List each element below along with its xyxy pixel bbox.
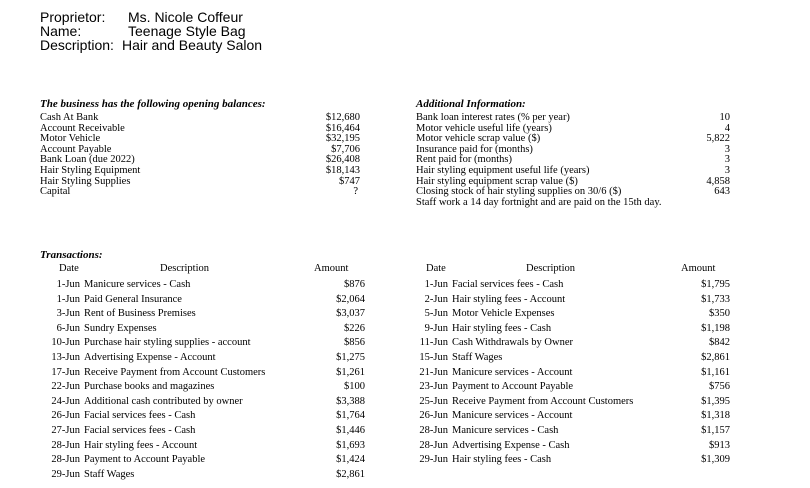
tx-description: Paid General Insurance [84,293,182,305]
opening-balance-row [40,177,360,188]
tx-description: Receive Payment from Account Customers [452,395,634,407]
tx-description: Staff Wages [452,351,503,363]
tx-amount: $2,064 [336,293,365,305]
right-col-amount-header: Amount [681,263,716,274]
tx-amount: $1,157 [701,424,730,436]
info-label: Motor vehicle scrap value ($) [416,133,541,145]
tx-date: 5-Jun [424,308,448,320]
table-row [40,366,365,381]
tx-date: 22-Jun [51,381,80,393]
table-row [408,366,730,381]
tx-amount: $1,198 [701,322,730,334]
info-row [416,198,730,209]
tx-date: 1-Jun [56,279,80,290]
balance-label: Account Receivable [40,122,125,134]
table-row [40,351,365,366]
tx-date: 26-Jun [51,410,80,422]
tx-amount: $756 [709,381,730,393]
tx-amount: $842 [709,337,730,349]
tx-date: 1-Jun [424,279,448,290]
tx-description: Hair styling fees - Account [452,293,566,305]
table-row [40,424,365,439]
table-row [408,424,730,439]
tx-description: Manicure services - Account [452,410,573,422]
tx-amount: $3,037 [336,308,365,320]
tx-description: Staff Wages [84,468,135,480]
tx-date: 15-Jun [419,351,448,363]
tx-date: 28-Jun [419,439,448,451]
tx-date: 21-Jun [419,366,448,378]
tx-description: Sundry Expenses [84,322,157,334]
info-label: Bank loan interest rates (% per year) [416,112,570,123]
table-row [408,307,730,322]
info-value: 3 [724,154,730,166]
tx-date: 2-Jun [424,293,448,305]
tx-date: 6-Jun [56,322,80,334]
transactions-title: Transactions: [40,249,103,261]
balance-value: $32,195 [325,133,360,145]
info-label: Staff work a 14 day fortnight and are paid on the 15th day. [416,196,662,208]
tx-date: 25-Jun [419,395,448,407]
tx-date: 29-Jun [51,468,80,480]
left-col-date-header: Date [59,263,79,274]
name-label: Name: [40,23,82,39]
table-row [408,380,730,395]
tx-description: Manicure services - Cash [84,279,191,290]
table-row [40,395,365,410]
balance-label: Account Payable [40,143,112,155]
tx-date: 13-Jun [51,351,80,363]
tx-date: 10-Jun [51,337,80,349]
balance-label: Cash At Bank [40,112,99,123]
tx-description: Purchase books and magazines [84,381,215,393]
tx-description: Cash Withdrawals by Owner [452,337,573,349]
tx-amount: $1,161 [701,366,730,378]
opening-balances-title: The business has the following opening balances: [40,98,266,110]
tx-date: 9-Jun [424,322,448,334]
tx-description: Advertising Expense - Cash [452,439,570,451]
tx-description: Rent of Business Premises [84,308,196,320]
table-row [40,468,365,483]
opening-balance-row [40,187,360,198]
tx-description: Facial services fees - Cash [84,424,196,436]
tx-date: 28-Jun [51,439,80,451]
info-value: 10 [719,112,730,123]
balance-value: $26,408 [325,154,360,166]
balance-label: Motor Vehicle [40,133,101,145]
tx-amount: $2,861 [336,468,365,480]
table-row [408,395,730,410]
balance-value: $18,143 [325,164,360,176]
info-label: Motor vehicle useful life (years) [416,122,552,134]
table-row [40,322,365,337]
balance-value: $12,680 [325,112,360,123]
table-row [40,293,365,308]
tx-description: Advertising Expense - Account [84,351,216,363]
tx-amount: $2,861 [701,351,730,363]
table-row [408,453,730,468]
left-col-description-header: Description [160,263,209,274]
info-label: Hair styling equipment scrap value ($) [416,175,578,187]
tx-amount: $226 [344,322,365,334]
table-row [40,439,365,454]
tx-description: Manicure services - Cash [452,424,559,436]
balance-label: Hair Styling Equipment [40,164,141,176]
name-value: Teenage Style Bag [128,23,246,39]
right-transactions-table [408,278,730,468]
tx-description: Hair styling fees - Account [84,439,198,451]
tx-amount: $1,795 [701,279,730,290]
balance-value: $16,464 [325,122,360,134]
tx-amount: $3,388 [336,395,365,407]
tx-date: 26-Jun [419,410,448,422]
description-label: Description: [40,37,114,53]
tx-date: 17-Jun [51,366,80,378]
tx-amount: $1,309 [701,454,730,466]
balance-label: Capital [40,186,71,198]
tx-amount: $350 [709,308,730,320]
left-transactions-table [40,278,365,482]
table-row [40,278,365,293]
left-col-amount-header: Amount [314,263,349,274]
tx-description: Hair styling fees - Cash [452,454,552,466]
tx-date: 28-Jun [419,424,448,436]
table-row [40,380,365,395]
info-value: 4,858 [706,175,730,187]
info-label: Rent paid for (months) [416,154,512,166]
tx-date: 28-Jun [51,454,80,466]
balance-label: Hair Styling Supplies [40,175,131,187]
table-row [408,439,730,454]
table-row [408,322,730,337]
tx-amount: $1,733 [701,293,730,305]
table-row [408,336,730,351]
table-row [40,307,365,322]
tx-description: Facial services fees - Cash [452,279,564,290]
tx-date: 24-Jun [51,395,80,407]
opening-balances-list [40,113,360,198]
tx-amount: $1,275 [336,351,365,363]
tx-date: 3-Jun [56,308,80,320]
proprietor-label: Proprietor: [40,9,106,25]
balance-value: $7,706 [331,143,360,155]
tx-description: Payment to Account Payable [452,381,574,393]
tx-amount: $1,261 [336,366,365,378]
tx-description: Receive Payment from Account Customers [84,366,266,378]
balance-label: Bank Loan (due 2022) [40,154,135,166]
info-value: 5,822 [706,133,730,145]
tx-date: 23-Jun [419,381,448,393]
balance-value: ? [353,186,358,198]
info-label: Closing stock of hair styling supplies on 30/6 ($) [416,186,622,198]
info-label: Hair styling equipment useful life (years) [416,164,590,176]
right-col-description-header: Description [526,263,575,274]
table-row [40,336,365,351]
info-value: 3 [724,164,730,176]
tx-description: Hair styling fees - Cash [452,322,552,334]
tx-amount: $856 [344,337,365,349]
table-row [408,293,730,308]
tx-date: 1-Jun [56,293,80,305]
description-value: Hair and Beauty Salon [122,37,263,53]
tx-amount: $1,395 [701,395,730,407]
table-row [408,278,730,293]
table-row [408,409,730,424]
balance-value: $747 [339,175,360,187]
table-row [40,453,365,468]
info-value: 643 [714,186,730,198]
table-row [408,351,730,366]
tx-amount: $913 [709,439,730,451]
tx-amount: $876 [344,279,365,290]
tx-description: Payment to Account Payable [84,454,206,466]
tx-amount: $1,764 [336,410,365,422]
tx-amount: $1,424 [336,454,365,466]
tx-date: 29-Jun [419,454,448,466]
tx-description: Facial services fees - Cash [84,410,196,422]
tx-description: Additional cash contributed by owner [84,395,243,407]
tx-amount: $1,318 [701,410,730,422]
table-row [40,409,365,424]
tx-amount: $1,693 [336,439,365,451]
tx-amount: $100 [344,381,365,393]
additional-info-list [416,113,730,208]
tx-description: Motor Vehicle Expenses [452,308,555,320]
info-value: 3 [724,143,730,155]
tx-amount: $1,446 [336,424,365,436]
info-value: 4 [724,122,730,134]
tx-date: 27-Jun [51,424,80,436]
right-col-date-header: Date [426,263,446,274]
tx-description: Purchase hair styling supplies - account [84,337,251,349]
info-label: Insurance paid for (months) [416,143,533,155]
tx-description: Manicure services - Account [452,366,573,378]
additional-info-title: Additional Information: [416,98,526,110]
tx-date: 11-Jun [419,337,448,349]
proprietor-value: Ms. Nicole Coffeur [128,9,243,25]
